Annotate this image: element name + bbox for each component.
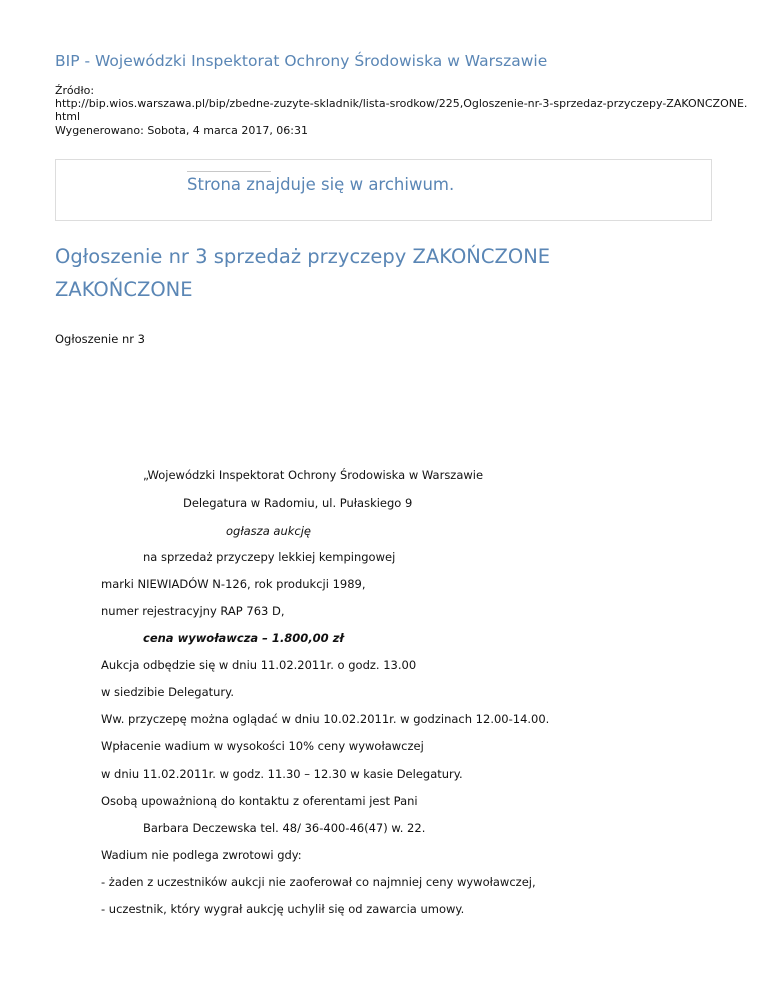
contact-info: Osobą upoważnioną do kontaktu z oferentami jest Pani bbox=[101, 794, 418, 808]
deposit-when: w dniu 11.02.2011r. w godz. 11.30 – 12.30 w kasie Delegatury. bbox=[101, 767, 463, 781]
announces-text: ogłasza aukcję bbox=[226, 524, 312, 538]
condition-item: - żaden z uczestników aukcji nie zaoferował co najmniej ceny wywoławczej, bbox=[101, 875, 536, 889]
make-text: marki NIEWIADÓW N-126, rok produkcji 1989, bbox=[101, 577, 366, 591]
source-url[interactable]: http://bip.wios.warszawa.pl/bip/zbedne-zuzyte-skladnik/lista-srodkow/225,Ogloszenie-nr-3-sprzedaz-przyczepy-ZAKONCZONE. bbox=[55, 97, 748, 110]
contact-person: Barbara Deczewska tel. 48/ 36-400-46(47) w. 22. bbox=[143, 821, 426, 835]
auction-place: w siedzibie Delegatury. bbox=[101, 685, 234, 699]
source-label: Źródło: bbox=[55, 84, 95, 97]
condition-item: - uczestnik, który wygrał aukcję uchylił się od zawarcia umowy. bbox=[101, 902, 465, 916]
page-title: Ogłoszenie nr 3 sprzedaż przyczepy ZAKOŃCZONE bbox=[55, 245, 551, 268]
deposit-info: Wpłacenie wadium w wysokości 10% ceny wywoławczej bbox=[101, 739, 424, 753]
viewing-info: Ww. przyczepę można oglądać w dniu 10.02.2011r. w godzinach 12.00-14.00. bbox=[101, 712, 550, 726]
archive-notice: Strona znajduje się w archiwum. bbox=[187, 175, 455, 194]
intro-text: Ogłoszenie nr 3 bbox=[55, 332, 145, 346]
starting-price: cena wywoławcza – 1.800,00 zł bbox=[143, 631, 344, 645]
site-title: BIP - Wojewódzki Inspektorat Ochrony Środowiska w Warszawie bbox=[55, 52, 548, 70]
branch-address: Delegatura w Radomiu, ul. Pułaskiego 9 bbox=[183, 496, 413, 510]
auction-date: Aukcja odbędzie się w dniu 11.02.2011r. o godz. 13.00 bbox=[101, 658, 417, 672]
generated-date: Wygenerowano: Sobota, 4 marca 2017, 06:31 bbox=[55, 124, 309, 137]
org-name: „Wojewódzki Inspektorat Ochrony Środowiska w Warszawie bbox=[143, 468, 484, 482]
no-refund-heading: Wadium nie podlega zwrotowi gdy: bbox=[101, 848, 302, 862]
subject-text: na sprzedaż przyczepy lekkiej kempingowej bbox=[143, 550, 396, 564]
archive-divider bbox=[187, 171, 271, 172]
registration-text: numer rejestracyjny RAP 763 D, bbox=[101, 604, 285, 618]
page-title-status: ZAKOŃCZONE bbox=[55, 278, 193, 301]
source-url-continued[interactable]: html bbox=[55, 110, 81, 123]
archive-notice-box bbox=[55, 159, 712, 221]
